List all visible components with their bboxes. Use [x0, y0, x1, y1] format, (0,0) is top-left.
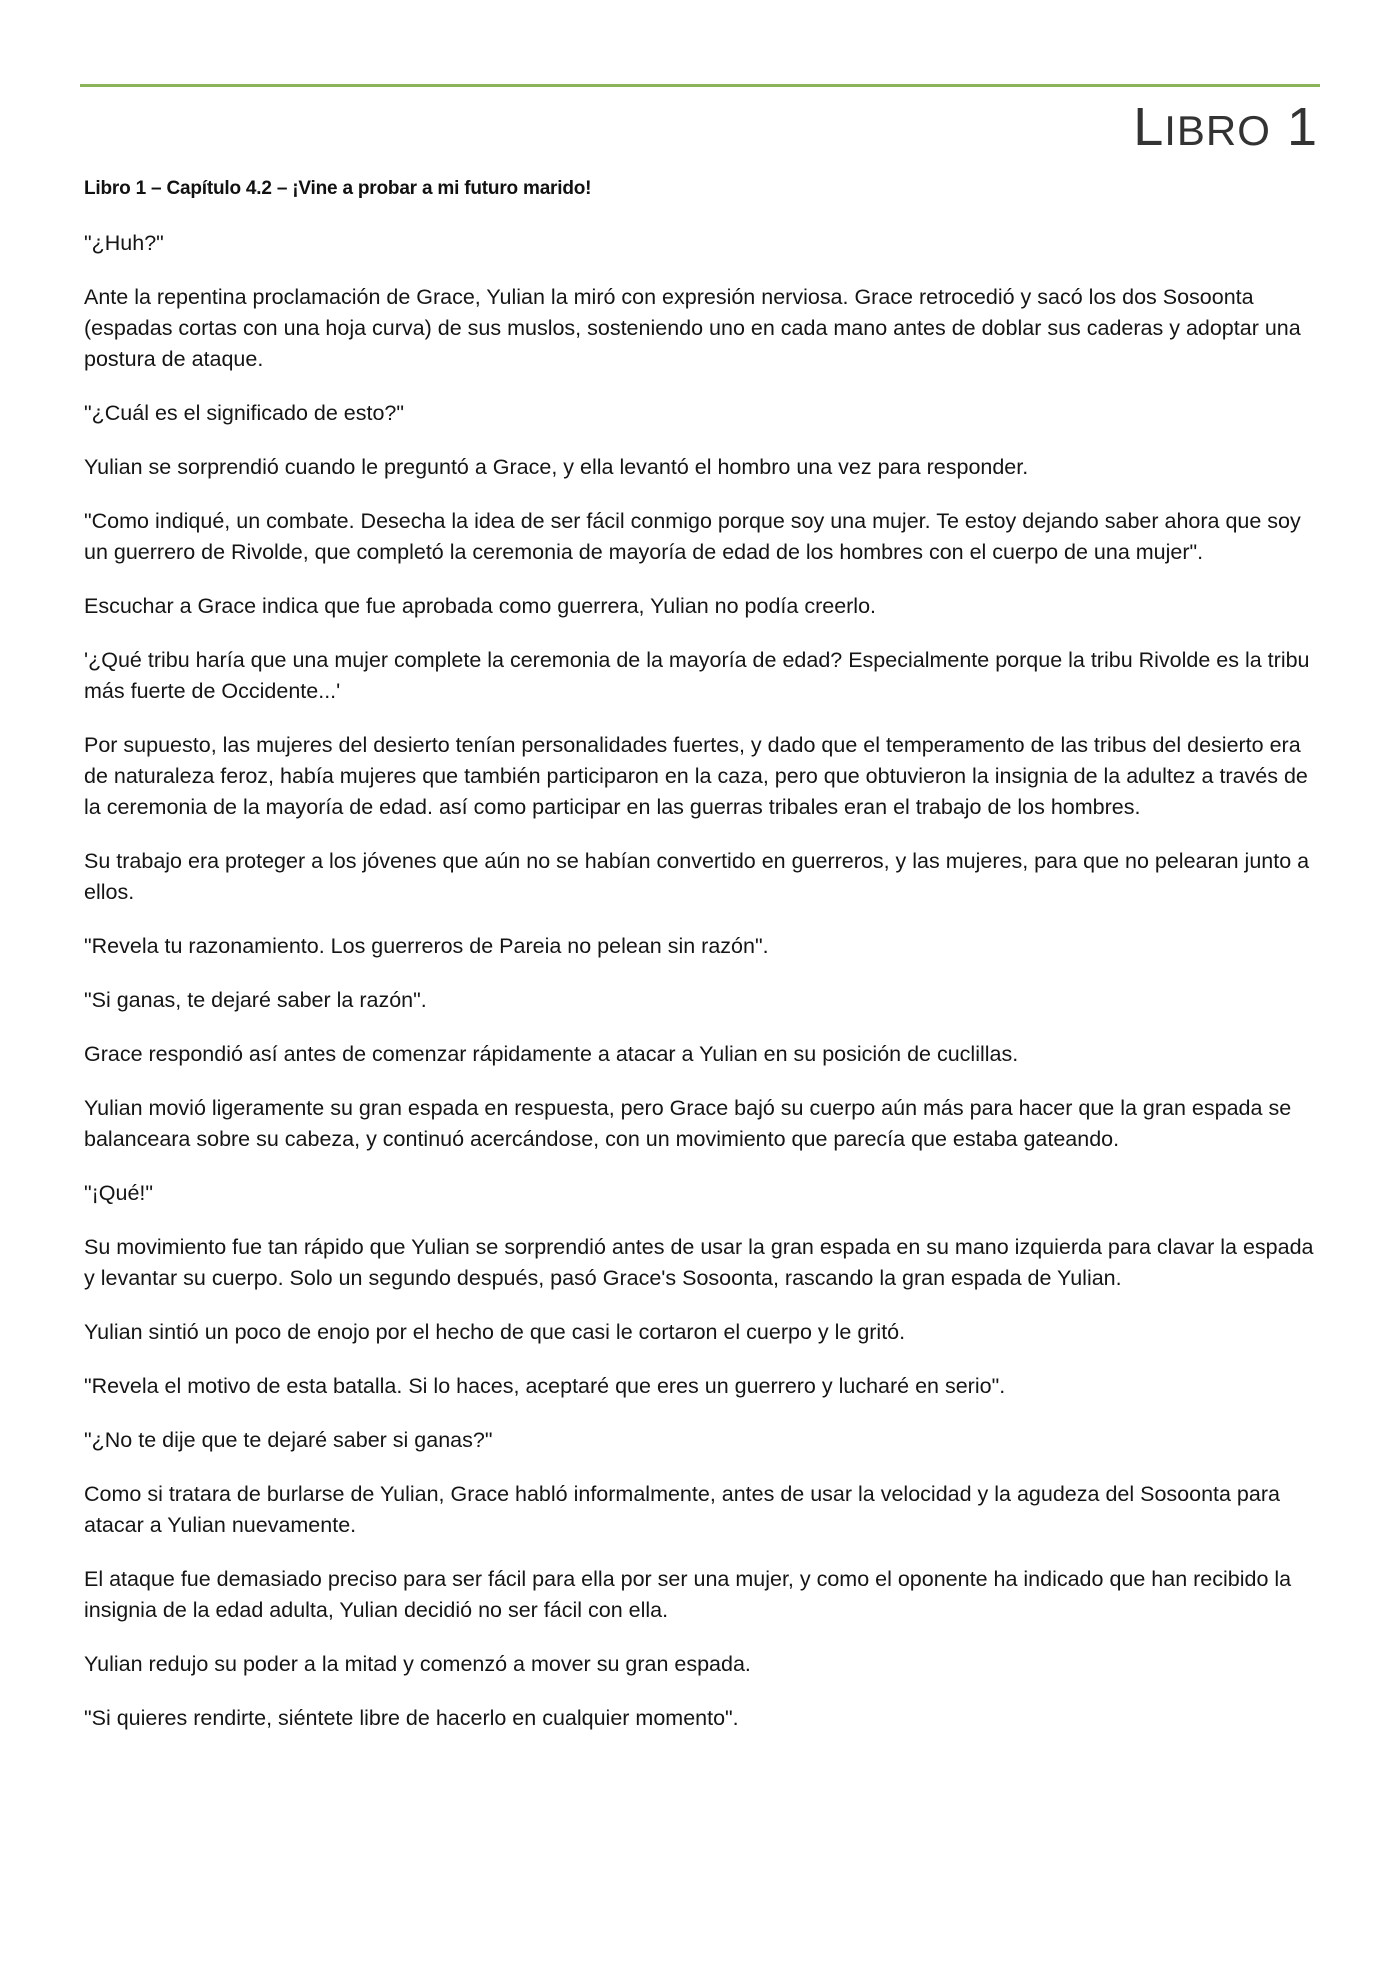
header-title-number: 1	[1286, 97, 1318, 157]
running-header-title	[1133, 97, 1318, 157]
paragraph: "¿No te dije que te dejaré saber si ganas?"	[84, 1428, 493, 1452]
paragraph: Yulian movió ligeramente su gran espada en respuesta, pero Grace bajó su cuerpo aún más para hacer que la gran espada se balanceara sobre su cabeza, y continuó acercándose, con un movimiento que parecía que estaba gateando.	[84, 1096, 1292, 1151]
paragraph: "¡Qué!"	[84, 1181, 154, 1205]
paragraph: Escuchar a Grace indica que fue aprobada como guerrera, Yulian no podía creerlo.	[84, 594, 877, 618]
paragraph: Como si tratara de burlarse de Yulian, Grace habló informalmente, antes de usar la velocidad y la agudeza del Sosoonta para atacar a Yulian nuevamente.	[84, 1482, 1280, 1537]
chapter-title: Libro 1 – Capítulo 4.2 – ¡Vine a probar a mi futuro marido!	[84, 178, 592, 199]
paragraph: "¿Huh?"	[84, 231, 164, 255]
paragraph: Su movimiento fue tan rápido que Yulian se sorprendió antes de usar la gran espada en su mano izquierda para clavar la espada y levantar su cuerpo. Solo un segundo después, pasó Grace's Sosoonta, rascando la gran espada de Yulian.	[84, 1235, 1314, 1290]
paragraph: "¿Cuál es el significado de esto?"	[84, 401, 405, 425]
paragraph: Yulian redujo su poder a la mitad y comenzó a mover su gran espada.	[84, 1652, 751, 1676]
paragraph: '¿Qué tribu haría que una mujer complete la ceremonia de la mayoría de edad? Especialmente porque la tribu Rivolde es la tribu más fuerte de Occidente...'	[84, 648, 1310, 703]
paragraph: Yulian sintió un poco de enojo por el hecho de que casi le cortaron el cuerpo y le gritó.	[84, 1320, 906, 1344]
paragraph: El ataque fue demasiado preciso para ser fácil para ella por ser una mujer, y como el oponente ha indicado que han recibido la insignia de la edad adulta, Yulian decidió no ser fácil con ella.	[84, 1567, 1292, 1622]
chapter-content	[84, 178, 1320, 1757]
header-title-rest: IBRO	[1164, 107, 1271, 154]
paragraph: "Revela el motivo de esta batalla. Si lo haces, aceptaré que eres un guerrero y lucharé en serio".	[84, 1374, 1006, 1398]
paragraph: Por supuesto, las mujeres del desierto tenían personalidades fuertes, y dado que el temperamento de las tribus del desierto era de naturaleza feroz, había mujeres que también participaron en la caza, pero que obtuvieron la insignia de la adultez a través de la ceremonia de la mayoría de edad. así como participar en las guerras tribales eran el trabajo de los hombres.	[84, 733, 1308, 819]
paragraph: Grace respondió así antes de comenzar rápidamente a atacar a Yulian en su posición de cuclillas.	[84, 1042, 1019, 1066]
header-title-lead: L	[1133, 97, 1165, 157]
paragraph: "Como indiqué, un combate. Desecha la idea de ser fácil conmigo porque soy una mujer. Te estoy dejando saber ahora que soy un guerrero de Rivolde, que completó la ceremonia de mayoría de edad de los hombres con el cuerpo de una mujer".	[84, 509, 1301, 564]
paragraph: Su trabajo era proteger a los jóvenes que aún no se habían convertido en guerreros, y las mujeres, para que no pelearan junto a ellos.	[84, 849, 1310, 904]
paragraph: "Revela tu razonamiento. Los guerreros de Pareia no pelean sin razón".	[84, 934, 769, 958]
paragraph: "Si quieres rendirte, siéntete libre de hacerlo en cualquier momento".	[84, 1706, 739, 1730]
paragraph: "Si ganas, te dejaré saber la razón".	[84, 988, 427, 1012]
header-rule	[80, 84, 1320, 87]
paragraph: Ante la repentina proclamación de Grace, Yulian la miró con expresión nerviosa. Grace retrocedió y sacó los dos Sosoonta (espadas cortas con una hoja curva) de sus muslos, sosteniendo uno en cada mano antes de doblar sus caderas y adoptar una postura de ataque.	[84, 285, 1301, 371]
paragraph: Yulian se sorprendió cuando le preguntó a Grace, y ella levantó el hombro una vez para responder.	[84, 455, 1029, 479]
